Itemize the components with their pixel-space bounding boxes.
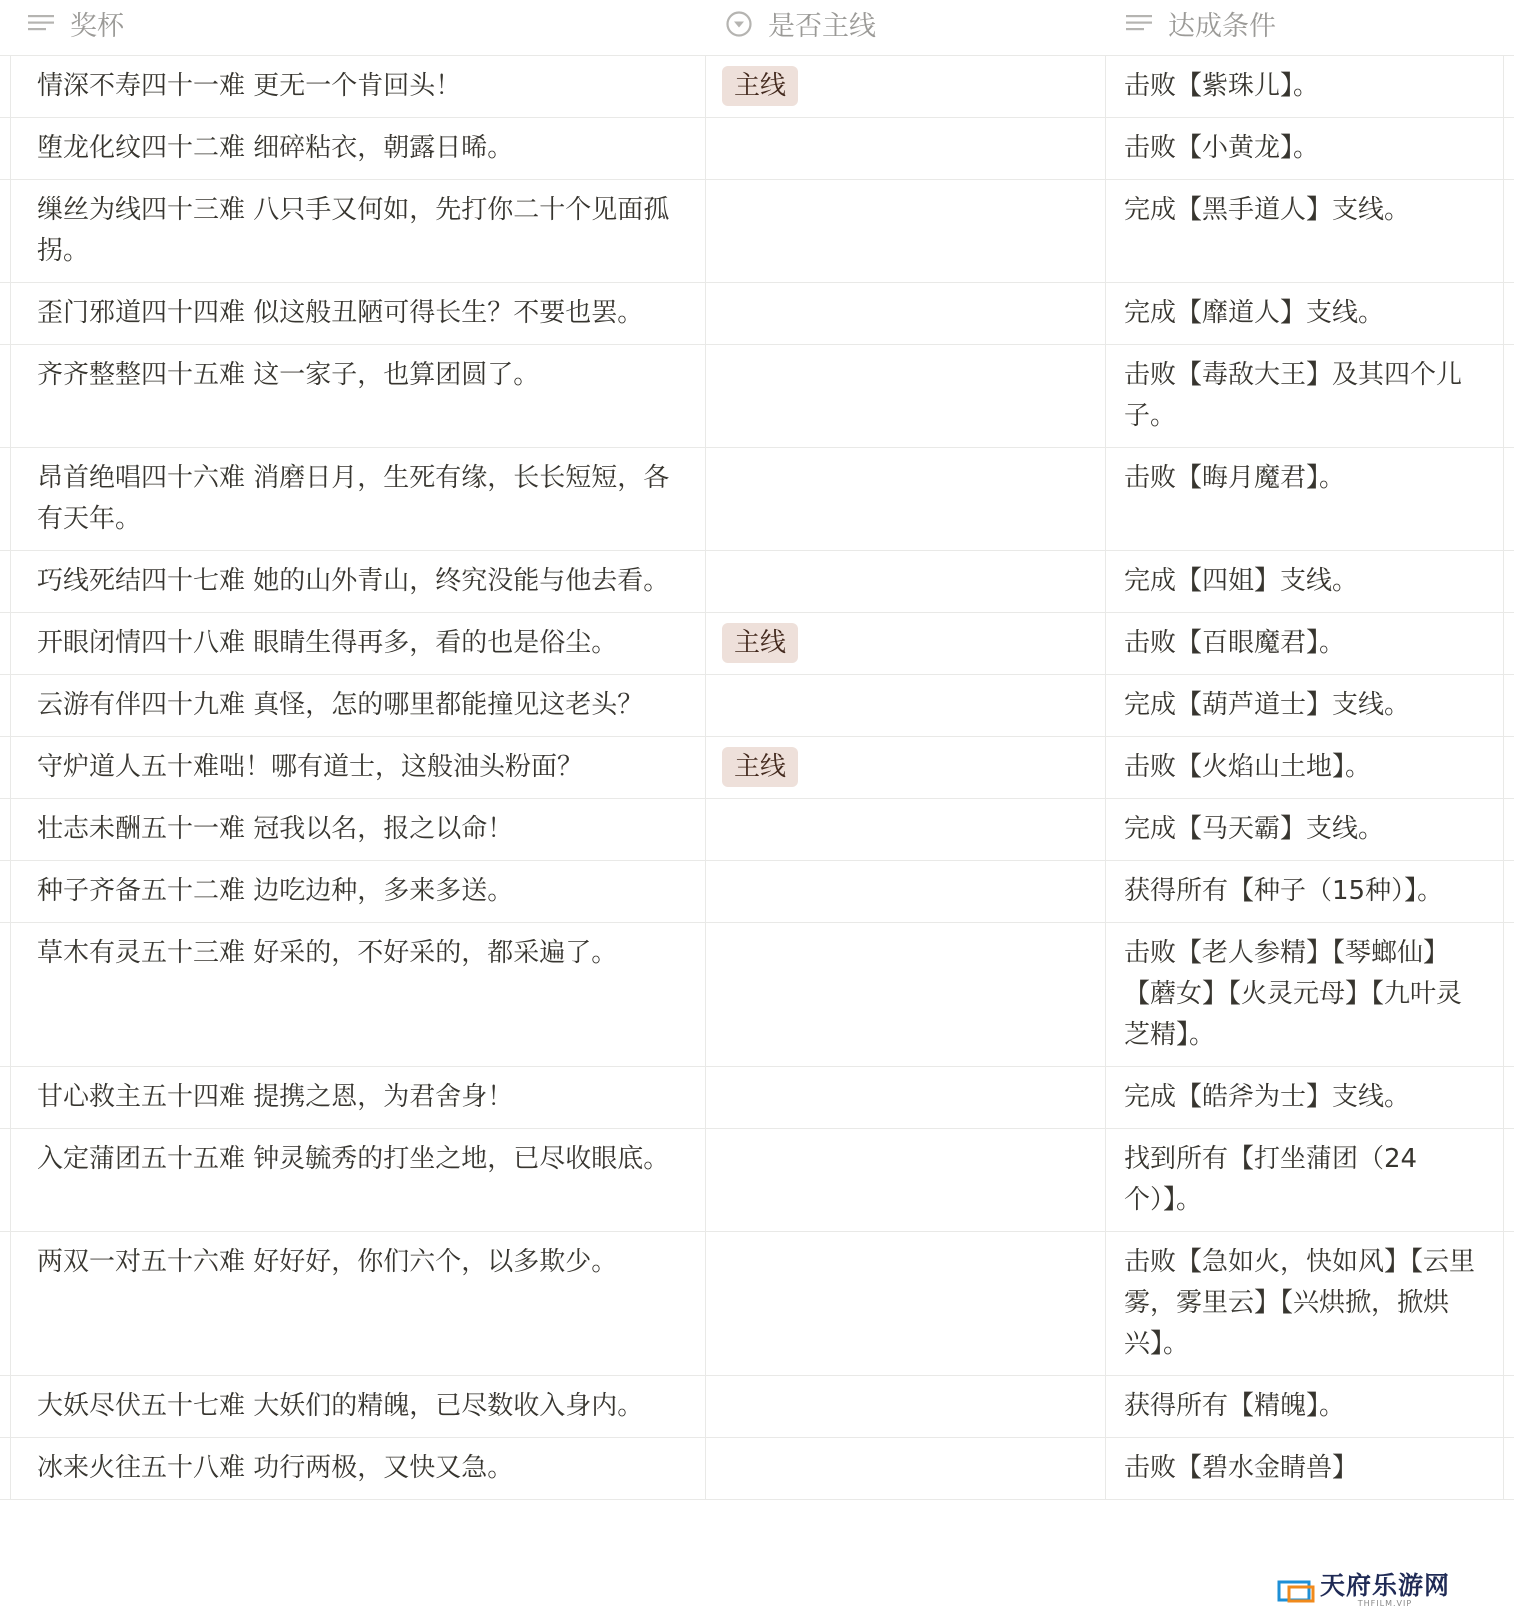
condition-cell[interactable]: 获得所有【精魄】。 [1106,1376,1504,1437]
trophy-cell[interactable]: 云游有伴四十九难 真怪，怎的哪里都能撞见这老头？ [10,675,706,736]
is-main-cell[interactable] [706,118,1106,179]
condition-cell[interactable]: 完成【黑手道人】支线。 [1106,180,1504,282]
condition-cell[interactable]: 击败【碧水金睛兽】 [1106,1438,1504,1499]
condition-cell[interactable]: 获得所有【种子（15种）】。 [1106,861,1504,922]
table-row[interactable] [0,861,1514,923]
column-header-trophy[interactable] [0,0,706,55]
main-quest-tag: 主线 [722,66,798,106]
is-main-cell[interactable] [706,799,1106,860]
column-header-condition[interactable] [1106,0,1514,55]
trophy-cell[interactable]: 巧线死结四十七难 她的山外青山，终究没能与他去看。 [10,551,706,612]
text-lines-icon [26,9,56,39]
condition-cell[interactable]: 找到所有【打坐蒲团（24个）】。 [1106,1129,1504,1231]
is-main-cell[interactable] [706,737,1106,798]
condition-cell[interactable]: 击败【晦月魔君】。 [1106,448,1504,550]
is-main-cell[interactable] [706,56,1106,117]
condition-cell[interactable]: 完成【皓斧为士】支线。 [1106,1067,1504,1128]
select-dropdown-icon [724,9,754,39]
is-main-cell[interactable] [706,345,1106,447]
table-row[interactable] [0,923,1514,1067]
trophy-cell[interactable]: 壮志未酬五十一难 冠我以名，报之以命！ [10,799,706,860]
is-main-cell[interactable] [706,1438,1106,1499]
text-lines-icon [1124,9,1154,39]
is-main-cell[interactable] [706,551,1106,612]
watermark-subtext: THFILM.VIP [1357,1599,1413,1608]
is-main-cell[interactable] [706,923,1106,1066]
trophy-cell[interactable]: 歪门邪道四十四难 似这般丑陋可得长生？不要也罢。 [10,283,706,344]
trophy-cell[interactable]: 齐齐整整四十五难 这一家子，也算团圆了。 [10,345,706,447]
table-row[interactable] [0,180,1514,283]
trophy-cell[interactable]: 两双一对五十六难 好好好，你们六个，以多欺少。 [10,1232,706,1375]
condition-cell[interactable]: 完成【四姐】支线。 [1106,551,1504,612]
column-header-is-main[interactable] [706,0,1106,55]
table-row[interactable] [0,799,1514,861]
watermark-logo-icon [1276,1577,1316,1605]
is-main-cell[interactable] [706,1232,1106,1375]
is-main-cell[interactable] [706,675,1106,736]
is-main-cell[interactable] [706,1067,1106,1128]
is-main-cell[interactable] [706,861,1106,922]
main-quest-tag: 主线 [722,623,798,663]
is-main-cell[interactable] [706,283,1106,344]
condition-cell[interactable]: 击败【急如火，快如风】【云里雾，雾里云】【兴烘掀，掀烘兴】。 [1106,1232,1504,1375]
is-main-cell[interactable] [706,1129,1106,1231]
column-header-label: 是否主线 [768,11,876,42]
trophy-cell[interactable]: 昂首绝唱四十六难 消磨日月，生死有缘，长长短短，各有天年。 [10,448,706,550]
condition-cell[interactable]: 完成【葫芦道士】支线。 [1106,675,1504,736]
table-row[interactable] [0,613,1514,675]
condition-cell[interactable]: 完成【马天霸】支线。 [1106,799,1504,860]
table-body [0,56,1514,1500]
condition-cell[interactable]: 击败【老人参精】【琴螂仙】【蘑女】【火灵元母】【九叶灵芝精】。 [1106,923,1504,1066]
condition-cell[interactable]: 击败【毒敌大王】及其四个儿子。 [1106,345,1504,447]
table-row[interactable] [0,1438,1514,1500]
column-header-label: 达成条件 [1168,11,1276,42]
condition-cell[interactable]: 击败【紫珠儿】。 [1106,56,1504,117]
condition-cell[interactable]: 完成【靡道人】支线。 [1106,283,1504,344]
is-main-cell[interactable] [706,180,1106,282]
table-row[interactable] [0,1067,1514,1129]
table-row[interactable] [0,1376,1514,1438]
trophy-cell[interactable]: 入定蒲团五十五难 钟灵毓秀的打坐之地，已尽收眼底。 [10,1129,706,1231]
condition-cell[interactable]: 击败【火焰山土地】。 [1106,737,1504,798]
trophy-cell[interactable]: 守炉道人五十难咄！哪有道士，这般油头粉面？ [10,737,706,798]
table-row[interactable] [0,448,1514,551]
is-main-cell[interactable] [706,448,1106,550]
condition-cell[interactable]: 击败【百眼魔君】。 [1106,613,1504,674]
is-main-cell[interactable] [706,613,1106,674]
column-header-label: 奖杯 [70,11,124,42]
trophy-cell[interactable]: 缫丝为线四十三难 八只手又何如，先打你二十个见面孤拐。 [10,180,706,282]
table-row[interactable] [0,675,1514,737]
table-header [0,0,1514,56]
is-main-cell[interactable] [706,1376,1106,1437]
trophy-cell[interactable]: 冰来火往五十八难 功行两极，又快又急。 [10,1438,706,1499]
trophy-cell[interactable]: 甘心救主五十四难 提携之恩，为君舍身！ [10,1067,706,1128]
watermark-text: 天府乐游网 [1319,1571,1450,1600]
condition-cell[interactable]: 击败【小黄龙】。 [1106,118,1504,179]
table-row[interactable] [0,283,1514,345]
trophy-cell[interactable]: 大妖尽伏五十七难 大妖们的精魄，已尽数收入身内。 [10,1376,706,1437]
table-row[interactable] [0,1232,1514,1376]
table-row[interactable] [0,737,1514,799]
trophy-cell[interactable]: 堕龙化纹四十二难 细碎粘衣，朝露日晞。 [10,118,706,179]
table-row[interactable] [0,345,1514,448]
trophy-cell[interactable]: 开眼闭情四十八难 眼睛生得再多，看的也是俗尘。 [10,613,706,674]
table-row[interactable] [0,551,1514,613]
table-row[interactable] [0,56,1514,118]
trophy-cell[interactable]: 草木有灵五十三难 好采的，不好采的，都采遍了。 [10,923,706,1066]
table-row[interactable] [0,1129,1514,1232]
table-row[interactable] [0,118,1514,180]
main-quest-tag: 主线 [722,747,798,787]
trophy-cell[interactable]: 情深不寿四十一难 更无一个肯回头！ [10,56,706,117]
watermark [1272,1571,1454,1610]
trophy-cell[interactable]: 种子齐备五十二难 边吃边种，多来多送。 [10,861,706,922]
